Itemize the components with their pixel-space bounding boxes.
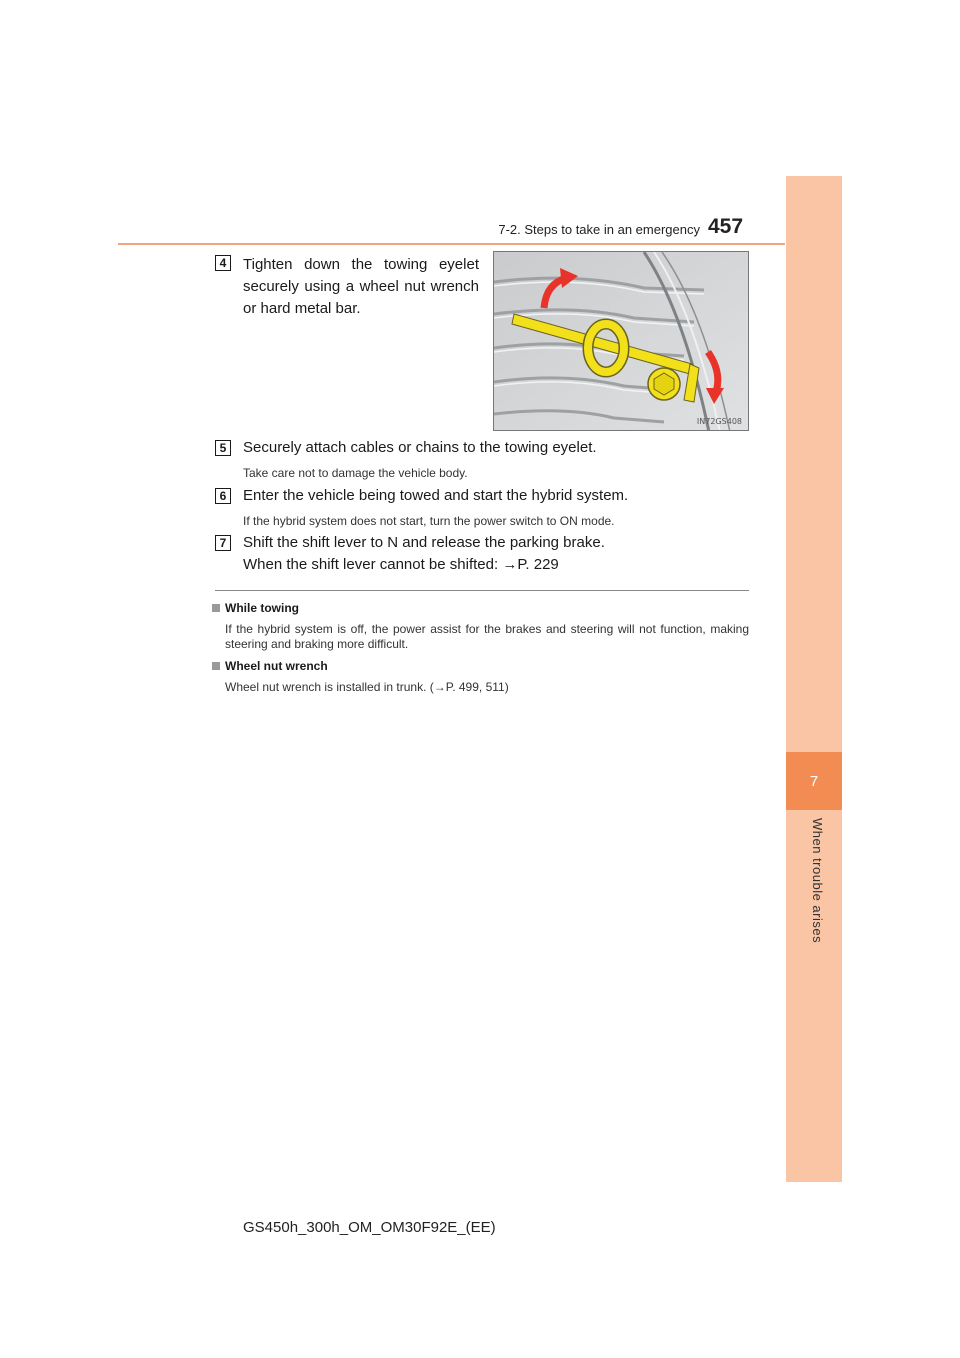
page-number: 457 — [708, 215, 744, 238]
note-heading: While towing — [212, 601, 299, 615]
square-bullet-icon — [212, 662, 220, 670]
header-rule — [118, 243, 785, 245]
step-note: Take care not to damage the vehicle body. — [243, 466, 468, 480]
step-text: Tighten down the towing eyelet securely using a wheel nut wrench or hard metal bar. — [243, 256, 479, 317]
section-divider — [215, 590, 749, 591]
note-heading: Wheel nut wrench — [212, 659, 328, 673]
step-number-badge: 4 — [215, 255, 231, 271]
towing-eyelet-illustration — [494, 252, 749, 431]
chapter-side-tab — [786, 176, 842, 1182]
note-body: Wheel nut wrench is installed in trunk. (→P. 499, 511) — [225, 680, 509, 694]
step-text: Shift the shift lever to N and release the parking brake. — [243, 534, 605, 551]
chapter-title-label: When trouble arises — [810, 818, 825, 944]
step-number-badge: 7 — [215, 535, 231, 551]
figure-code: IN72GS408 — [696, 417, 742, 426]
square-bullet-icon — [212, 604, 220, 612]
chapter-number-tab: 7 — [786, 752, 842, 810]
step-number-badge: 5 — [215, 440, 231, 456]
step-text: Enter the vehicle being towed and start the hybrid system. — [243, 487, 629, 504]
step-text: Securely attach cables or chains to the towing eyelet. — [243, 439, 597, 456]
step-text-reference: When the shift lever cannot be shifted: →P. 229 — [243, 556, 559, 573]
section-title: 7-2. Steps to take in an emergency — [498, 222, 700, 237]
step-number-badge: 6 — [215, 488, 231, 504]
model-code-footer: GS450h_300h_OM_OM30F92E_(EE) — [243, 1219, 496, 1236]
step-note: If the hybrid system does not start, turn the power switch to ON mode. — [243, 514, 615, 528]
towing-eyelet-figure — [493, 251, 749, 431]
note-body: If the hybrid system is off, the power assist for the brakes and steering will not function, making steering and braking more difficult. — [225, 622, 749, 651]
